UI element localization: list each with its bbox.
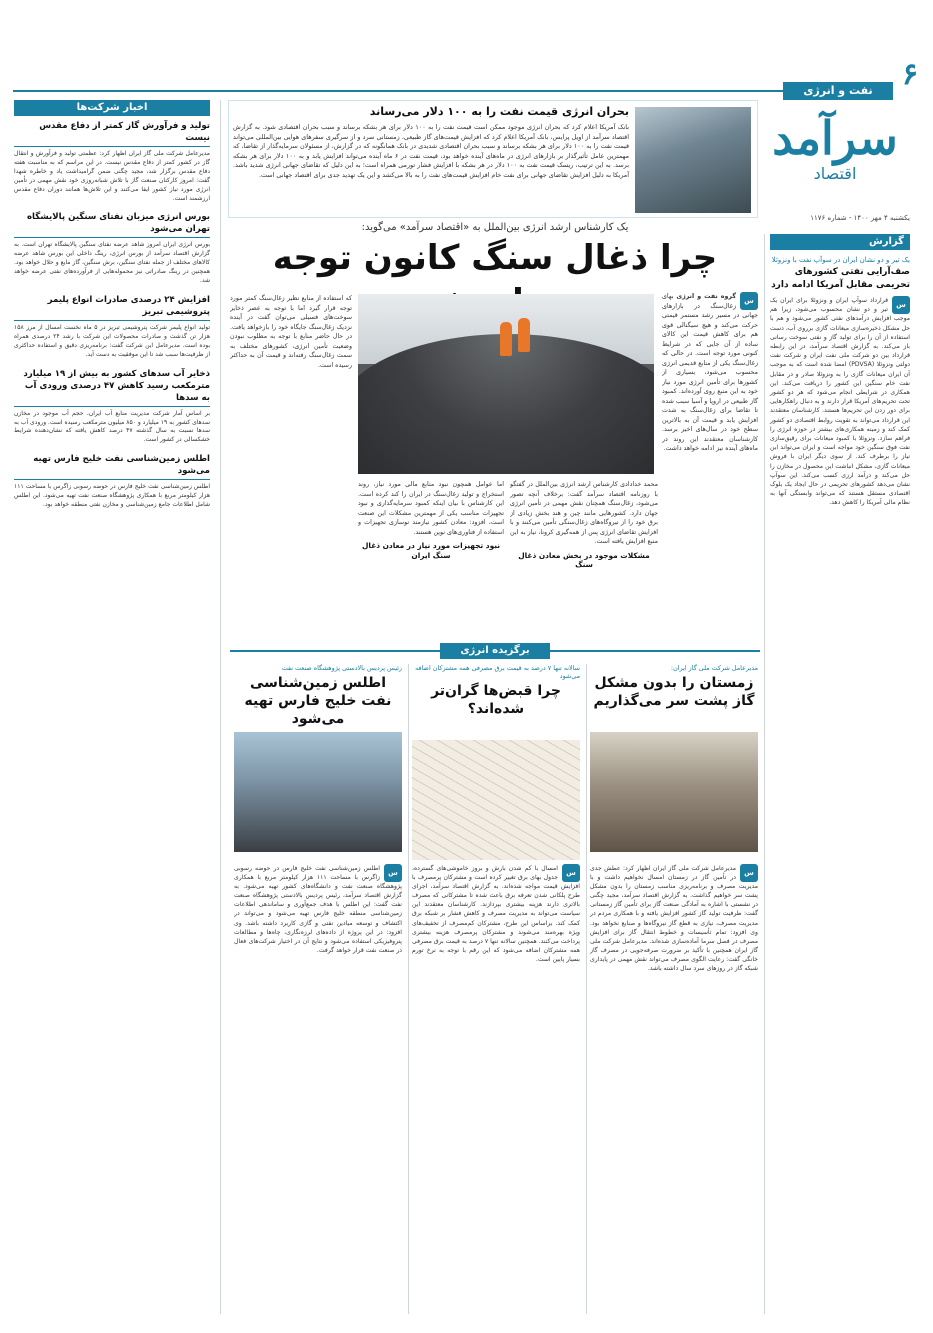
photo-worker [518,318,530,352]
news-item[interactable] [14,368,210,446]
news-item-body: بر اساس آمار شرکت مدیریت منابع آب ایران، حجم آب موجود در مخازن سدهای کشور به ۱۹ میلیارد و ۸۵۰ میلیون مترمکعب رسیده است. ورودی آب به سدها نسبت به سال گذشته ۴۷ درصد کاهش یافته که نشان‌دهنده شرایط خشکسالی در کشور است. [14,409,210,444]
news-item[interactable] [14,294,210,360]
main-story-column-3 [358,480,504,636]
right-column-story[interactable] [770,256,910,1316]
news-item-body: بورس انرژی ایران امروز شاهد عرضه نفتای سنگین پالایشگاه تهران است. به گزارش اقتصاد سرآمد از بورس انرژی، رینگ داخلی این بورس شاهد عرضه کالاهای مختلف از جمله نفتای سنگین، برش سنگین، گاز مایع و حلال خواهد بود. همچنین در رینگ صادراتی نیز محموله‌هایی از فرآورده‌های نفتی عرضه خواهد شد. [14,241,210,285]
news-item-body: اطلس زمین‌شناسی نفت خلیج فارس در حوضه رسوبی زاگرس با مساحت ۱۱۱ هزار کیلومتر مربع با همکاری پژوهشگاه صنعت نفت تهیه می‌شود. این اطلس شامل اطلاعات جامع زمین‌شناسی و مخازن نفتی منطقه خواهد بود. [14,483,210,509]
news-item-title: افزایش ۲۴ درصدی صادرات انواع پلیمر پتروشیمی تبریز [14,294,210,321]
featured-body [412,864,580,1314]
electricity-bill-photo [412,740,580,860]
featured-body-text: مدیرعامل شرکت ملی گاز ایران اظهار کرد: عطش جدی در تأمین گاز در زمستان امسال نخواهیم داشت و با مدیریت مصرف و برنامه‌ریزی مناسب زمستان را بدون مشکل پشت سر خواهیم گذاشت. به گزارش اقتصاد سرآمد، مجید چگنی در نشستی با اشاره به آمادگی صنعت گاز برای تأمین گاز زمستانی گفت: ظرفیت تولید گاز کشور افزایش یافته و با همکاری مردم در مدیریت مصرف، نیازی به قطع گاز نیروگاه‌ها و صنایع نخواهد بود. وی افزود: تمام تأسیسات و خطوط انتقال گاز برای افزایش مصرف در فصل سرما آماده‌سازی شده‌اند. مدیرعامل شرکت ملی گاز ایران همچنین با تأکید بر ضرورت صرفه‌جویی در مصرف گاز خانگی گفت: رعایت الگوی مصرف می‌تواند نقش مهمی در پایداری شبکه گاز در روزهای سرد سال داشته باشد. [590,865,758,973]
news-item-title: بورس انرژی میزبان نفتای سنگین پالایشگاه تهران می‌شود [14,211,210,238]
main-story-subhead: مشکلات موجود در بخش معادن ذغال سنگ [518,550,650,569]
column-divider [764,234,765,1314]
news-item-title: تولید و فرآورش گاز کمتر از دفاع مقدس نیست [14,120,210,147]
main-story-text: اما عوامل همچون نبود منابع مالی مورد نیاز، روند استخراج و تولید زغال‌سنگ در ایران را کند کرده است. این کارشناس با بیان اینکه کمبود سرمایه‌گذاری و نبود تجهیزات مناسب یکی از مهمترین مشکلات این صنعت است، افزود: معادن کشور نیازمند نوسازی تجهیزات و استفاده از فناوری‌های نوین هستند. [358,481,504,536]
main-story-column-1 [662,292,758,632]
logo-sub: اقتصاد [813,164,857,183]
offshore-platform-photo [234,732,402,852]
featured-kicker: سالانه تنها ۷ درصد به قیمت برق مصرفی همه مشترکان اضافه می‌شود [415,664,580,680]
meeting-photo [590,732,758,852]
report-tag: گزارش [770,234,910,250]
logo-main: سرآمد [772,111,898,165]
column-divider [220,100,221,1314]
news-item-body: مدیرعامل شرکت ملی گاز ایران اظهار کرد: عظمتی تولید و فرآورش و انتقال گاز در کشور کمتر از دفاع مقدس نیست. در این مراسم که به مناسبت هفته دفاع مقدس برگزار شد، مجید چگنی ضمن گرامیداشت یاد و خاطره شهدا گفت: امروز کارکنان صنعت گاز با تلاش شبانه‌روزی خود نقش مهمی در تأمین انرژی مورد نیاز کشور ایفا می‌کنند و این تلاش‌ها همانند دوران دفاع مقدس ارزشمند است. [14,150,210,202]
column-divider [586,664,587,1314]
logo-mark-icon: س [740,292,758,310]
main-story-text: که استفاده از منابع نظیر زغال‌سنگ کمتر مورد توجه قرار گیرد اما با توجه به عصر ذخایر سوخت‌های فسیلی می‌توان گفت در آینده نزدیک زغال‌سنگ جایگاه خود را بازخواهد یافت. در حال حاضر منابع با توجه به مطلوب نبودن وضعیت تأمین انرژی، کشورهای مختلف به سمت زغال‌سنگ رفته‌اند و قیمت آن به حداکثر رسیده است. [230,295,352,369]
main-story-byline: گروه نفت و انرژی [676,293,736,300]
column-divider [408,664,409,1314]
right-story-kicker: یک تیر و دو نشان ایران در سوآپ نفت با ونزوئلا [771,256,910,264]
featured-body [234,864,402,1314]
news-item[interactable] [14,211,210,286]
company-news-tag: اخبار شرکت‌ها [14,100,210,116]
logo-mark-icon: س [892,296,910,314]
photo-worker [500,322,512,356]
logo-mark-icon: س [562,864,580,882]
featured-title: اطلس زمین‌شناسی نفت خلیج فارس تهیه می‌شود [244,675,392,727]
masthead-logo [760,112,910,212]
issue-line: یکشنبه ۴ مهر ۱۴۰۰ - شماره ۱۱۷۶ [810,214,910,222]
main-story-subhead: نبود تجهیزات مورد نیاز در معادن ذغال سنگ ایران [362,541,500,560]
page-number: ۶ [901,57,919,92]
top-teaser[interactable] [228,100,758,218]
featured-body-text: اطلس زمین‌شناسی نفت خلیج فارس در حوضه رسوبی زاگرس با مساحت ۱۱۱ هزار کیلومتر مربع با همکاری پژوهشگاه صنعت نفت و دانشگاه‌های کشور تهیه می‌شود. به گزارش اقتصاد سرآمد، رئیس پردیس بالادستی پژوهشگاه صنعت نفت گفت: این اطلس با هدف جمع‌آوری و ساماندهی اطلاعات زمین‌شناسی منطقه خلیج فارس تهیه می‌شود و می‌تواند در اکتشاف و توسعه میادین نفتی و گازی کاربرد داشته باشد. وی افزود: در این پروژه از داده‌های لرزه‌نگاری، چاه‌ها و مطالعات پتروفیزیکی استفاده می‌شود و نتایج آن در اختیار شرکت‌های فعال در صنعت نفت قرار خواهد گرفت. [234,865,402,954]
left-column-news [14,120,210,1320]
featured-story[interactable] [590,664,758,852]
section-tag: نفت و انرژی [783,82,893,100]
logo-mark-icon: س [384,864,402,882]
main-story-title[interactable]: چرا ذغال سنگ کانون توجه [272,238,718,278]
right-story-title: صف‌آرایی نفتی کشورهای تحریمی مقابل آمریکا ادامه دارد [771,267,910,290]
coal-pile-photo [358,294,654,474]
news-item-title: ذخایر آب سدهای کشور به بیش از ۱۹ میلیارد مترمکعب رسید کاهش ۴۷ درصدی ورودی آب به سدها [14,368,210,407]
main-story-text: بهای زغال‌سنگ در بازارهای جهانی در مسیر رشد مستمر قیمتی حرکت می‌کند و هیچ سیگنالی قوی هم برای کاهش قیمت این کالای ساده از آن جایی که در شرایط کنونی مورد توجه است. در حالی که زغال‌سنگ یکی از منابع قدیمی انرژی محسوب می‌شود، بسیاری از کشورها برای تأمین انرژی مورد نیاز خود به این منبع روی آورده‌اند. کمبود گاز طبیعی در اروپا و آسیا سبب شده تا تقاضا برای زغال‌سنگ به شدت افزایش یابد و قیمت آن به بالاترین سطح خود در سال‌های اخیر برسد. کارشناسان معتقدند این روند در ماه‌های آینده نیز ادامه خواهد داشت. [662,293,758,452]
featured-title: زمستان را بدون مشکل گاز پشت سر می‌گذاریم [593,675,755,709]
featured-story[interactable] [412,664,580,860]
main-story-kicker: یک کارشناس ارشد انرژی بین‌الملل به «اقتصاد سرآمد» می‌گوید: [361,222,629,233]
main-story-column-4 [230,294,352,634]
featured-story[interactable] [234,664,402,852]
featured-title: چرا قبض‌ها گران‌تر شده‌اند؟ [431,683,561,717]
teaser-photo [635,107,751,213]
featured-kicker: رئیس پردیس بالادستی پژوهشگاه صنعت نفت [281,664,402,672]
news-item[interactable] [14,453,210,510]
news-item[interactable] [14,120,210,203]
teaser-body: بانک آمریکا اعلام کرد که بحران انرژی موجود ممکن است قیمت نفت را به ۱۰۰ دلار برای هر بشکه برساند و سبب بحران اقتصادی شود. به گزارش اقتصاد سرآمد از اویل پرایس، بانک آمریکا اعلام کرد که افزایش قیمت‌های گاز طبیعی، زمستانی سرد و از سرگیری سفرهای هوایی بین‌المللی می‌تواند قیمت نفت را به ۱۰۰ دلار برای هر بشکه برساند و سبب بحران اقتصادی شدیدی در بانک همانگونه که در گزارش، از مسئولان سرمایه‌گذار از تقاضا، که مهمترین عامل تأثیرگذار بر بازارهای انرژی در ماه‌های آینده خواهد بود، قیمت نفت در ۶ ماه آینده می‌تواند افزایش یابد و به ۱۰۰ دلار برای هر بشکه برسد. به این ترتیب، ریسک قیمت نفت به ۱۰۰ دلار در هر بشکه با افزایش فشار تورمی همراه است؛ به این دلیل که تقاضای جهانی انرژی شدید باشد. آمریکا به دلیل افزایش تقاضای جهانی برای نفت خام افزایش قیمت‌های نفت را به بالا می‌کشد و این یک تهدید جدی برای اقتصاد جهانی است. [233,123,630,179]
main-story-column-2 [510,480,658,636]
featured-body-text: امسال با کم شدن بارش و بروز خاموشی‌های گسترده، جدول بهای برق تغییر کرده است و مشترکان پرمصرف با افزایش قیمت مواجه شده‌اند. به گزارش اقتصاد سرآمد، اجرای طرح پلکانی شدن تعرفه برق باعث شده تا مشترکانی که مصرف بالاتری دارند هزینه بیشتری بپردازند. کارشناسان معتقدند این سیاست می‌تواند به مدیریت مصرف و کاهش فشار بر شبکه برق کمک کند. براساس این طرح، مشترکان کم‌مصرف از تخفیف‌های ویژه بهره‌مند می‌شوند و مشترکان پرمصرف هزینه بیشتری پرداخت می‌کنند. همچنین سالانه تنها ۷ درصد به قیمت برق مصرفی همه مشترکان اضافه می‌شود که این رقم با توجه به نرخ تورم بسیار پایین است. [412,865,580,963]
section-rule [13,90,783,92]
featured-body [590,864,758,1314]
featured-kicker: مدیرعامل شرکت ملی گاز ایران: [670,664,758,672]
news-item-body: تولید انواع پلیمر شرکت پتروشیمی تبریز در ۵ ماه نخست امسال از مرز ۱۵۸ هزار تن گذشت و صادرات محصولات این شرکت با رشد ۲۴ درصدی همراه بوده است. مدیرعامل این شرکت گفت: برنامه‌ریزی دقیق و استفاده حداکثری از ظرفیت‌ها سبب شد تا این موفقیت به دست آید. [14,323,211,358]
main-story-text: محمد خدادادی کارشناس ارشد انرژی بین‌الملل در گفتگو با روزنامه اقتصاد سرآمد گفت: برخلاف آنچه تصور می‌شود، زغال‌سنگ همچنان نقش مهمی در تأمین انرژی جهان دارد. کشورهایی مانند چین و هند بخش زیادی از برق خود را از نیروگاه‌های زغال‌سنگی تأمین می‌کنند و با افزایش تقاضای انرژی پس از همه‌گیری کرونا، نیاز به این منبع افزایش یافته است. [510,481,658,545]
logo-mark-icon: س [740,864,758,882]
teaser-title: بحران انرژی قیمت نفت را به ۱۰۰ دلار می‌رساند [369,105,629,118]
right-story-body: قرارداد سوآپ ایران و ونزوئلا برای ایران یک تیر و دو نشان محسوب می‌شود، زیرا هم موجب افزایش درآمدهای نفتی کشور می‌شود و هم با حل مشکل ذخیره‌سازی میعانات گازی برروی آب، دست استفاده از آن را برای تولید گاز و نفتی سوخت رسانی باز می‌کند. به گزارش اقتصاد سرآمد، در این رابطه قرارداد بین دو شرکت ملی نفت ایران و شرکت نفت دولتی ونزوئلا (PDVSA) امضا شده است که به موجب آن ایران میعانات گازی را به ونزوئلا صادر و در مقابل نفت خام سنگین این کشور را دریافت می‌کند. این همکاری در شرایطی انجام می‌شود که هر دو کشور تحت تحریم‌های آمریکا قرار دارند و به دنبال راهکارهایی برای دور زدن این تحریم‌ها هستند. کارشناسان معتقدند این قرارداد می‌تواند به تقویت روابط اقتصادی دو کشور کمک کند و زمینه همکاری‌های بیشتر در حوزه انرژی را فراهم سازد. ونزوئلا با کمبود میعانات برای رقیق‌سازی نفت فوق سنگین خود مواجه است و ایران می‌تواند این نیاز را برطرف کند. از سوی دیگر ایران با فروش میعانات گازی، مشکل انباشت این محصول در مخازن را حل می‌کند و درآمد ارزی کسب می‌کند. این سوآپ نشان می‌دهد کشورهای تحریمی در حال ایجاد یک بلوک اقتصادی مستقل هستند که می‌تواند وابستگی آنها به نظام مالی آمریکا را کاهش دهد. [770,297,910,507]
featured-band-label: برگزیده انرژی [440,643,550,659]
news-item-title: اطلس زمین‌شناسی نفت خلیج فارس تهیه می‌شود [14,453,210,480]
